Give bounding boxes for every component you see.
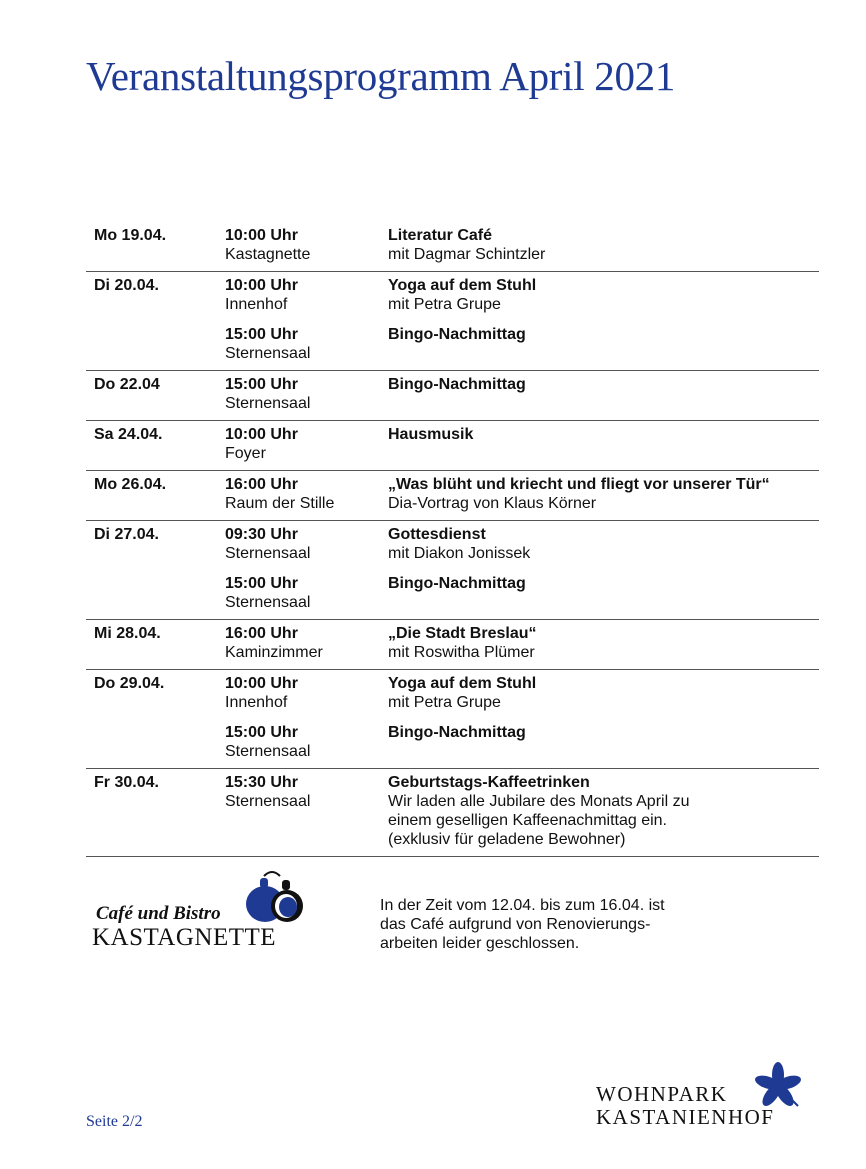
event-info (388, 525, 819, 563)
notice-line: arbeiten leider geschlossen. (380, 935, 580, 952)
event-time-place (225, 574, 388, 612)
event-title: Literatur Café (388, 227, 493, 244)
event-time: 10:00 Uhr (225, 426, 298, 443)
event-info (388, 276, 819, 314)
event-time: 16:00 Uhr (225, 476, 298, 493)
event-date: Fr 30.04. (94, 774, 159, 791)
event-room: Kaminzimmer (225, 644, 323, 661)
cafe-logo (92, 866, 307, 956)
schedule-entry (86, 475, 819, 513)
notice-line: das Café aufgrund von Renovierungs- (380, 916, 651, 933)
schedule-day (86, 272, 819, 371)
event-schedule (86, 222, 819, 857)
cafe-logo-line2: KASTAGNETTE (92, 924, 277, 951)
schedule-day (86, 769, 819, 857)
event-date: Do 22.04 (94, 376, 160, 393)
event-detail: mit Diakon Jonissek (388, 545, 531, 562)
event-time: 15:30 Uhr (225, 774, 298, 791)
event-date: Di 27.04. (94, 526, 159, 543)
event-info (388, 425, 819, 463)
event-title: Bingo-Nachmittag (388, 575, 526, 592)
schedule-entry (86, 375, 819, 413)
schedule-day (86, 521, 819, 620)
event-detail: (exklusiv für geladene Bewohner) (388, 831, 626, 848)
schedule-day (86, 421, 819, 471)
schedule-day (86, 471, 819, 521)
event-title: Yoga auf dem Stuhl (388, 277, 537, 294)
event-info (388, 773, 819, 849)
cafe-logo-line1: Café und Bistro (96, 903, 221, 924)
event-time: 15:00 Uhr (225, 575, 298, 592)
event-detail: mit Petra Grupe (388, 296, 501, 313)
schedule-day (86, 670, 819, 769)
event-room: Sternensaal (225, 793, 311, 810)
event-time: 15:00 Uhr (225, 376, 298, 393)
event-info (388, 226, 819, 264)
event-room: Sternensaal (225, 743, 311, 760)
event-time-place (225, 325, 388, 363)
event-title: „Die Stadt Breslau“ (388, 625, 537, 642)
event-room: Innenhof (225, 296, 288, 313)
event-time: 15:00 Uhr (225, 724, 298, 741)
event-time-place (225, 226, 388, 264)
event-date (86, 574, 225, 612)
event-room: Innenhof (225, 694, 288, 711)
castanets-icon (242, 866, 312, 926)
schedule-day (86, 371, 819, 421)
event-time-place (225, 773, 388, 849)
event-time: 16:00 Uhr (225, 625, 298, 642)
event-room: Sternensaal (225, 345, 311, 362)
event-room: Kastagnette (225, 246, 311, 263)
event-detail: mit Petra Grupe (388, 694, 501, 711)
page-number: Seite 2/2 (86, 1113, 143, 1130)
event-time: 15:00 Uhr (225, 326, 298, 343)
event-info (388, 624, 819, 662)
event-title: Hausmusik (388, 426, 474, 443)
schedule-day (86, 620, 819, 670)
event-time-place (225, 674, 388, 712)
schedule-entry (86, 574, 819, 612)
event-detail: mit Dagmar Schintzler (388, 246, 546, 263)
event-detail: mit Roswitha Plümer (388, 644, 535, 661)
event-time-place (225, 525, 388, 563)
event-room: Sternensaal (225, 545, 311, 562)
event-time: 10:00 Uhr (225, 277, 298, 294)
event-time-place (225, 375, 388, 413)
schedule-entry (86, 226, 819, 264)
event-detail: Wir laden alle Jubilare des Monats April zu (388, 793, 690, 810)
event-detail: einem geselligen Kaffeenachmittag ein. (388, 812, 667, 829)
event-title: „Was blüht und kriecht und fliegt vor unserer Tür“ (388, 476, 770, 493)
event-date (86, 723, 225, 761)
event-title: Bingo-Nachmittag (388, 376, 526, 393)
wohnpark-logo (596, 1062, 811, 1132)
event-title: Bingo-Nachmittag (388, 326, 526, 343)
event-info (388, 723, 819, 761)
page-title: Veranstaltungsprogramm April 2021 (86, 53, 676, 99)
schedule-entry (86, 773, 819, 849)
event-info (388, 375, 819, 413)
schedule-entry (86, 674, 819, 712)
event-info (388, 674, 819, 712)
event-date: Mi 28.04. (94, 625, 161, 642)
notice-line: In der Zeit vom 12.04. bis zum 16.04. ist (380, 897, 665, 914)
event-info (388, 325, 819, 363)
event-room: Sternensaal (225, 594, 311, 611)
event-time-place (225, 723, 388, 761)
event-info (388, 475, 819, 513)
schedule-entry (86, 325, 819, 363)
schedule-day (86, 222, 819, 272)
event-date: Do 29.04. (94, 675, 165, 692)
event-time-place (225, 276, 388, 314)
brand-line2: KASTANIENHOF (596, 1105, 775, 1129)
event-date: Mo 26.04. (94, 476, 167, 493)
event-date: Sa 24.04. (94, 426, 163, 443)
event-info (388, 574, 819, 612)
event-date (86, 325, 225, 363)
closure-notice (380, 896, 710, 953)
event-time-place (225, 475, 388, 513)
schedule-entry (86, 276, 819, 314)
schedule-entry (86, 723, 819, 761)
event-date: Mo 19.04. (94, 227, 167, 244)
event-title: Bingo-Nachmittag (388, 724, 526, 741)
event-time-place (225, 624, 388, 662)
event-title: Yoga auf dem Stuhl (388, 675, 537, 692)
event-title: Gottesdienst (388, 526, 486, 543)
event-date: Di 20.04. (94, 277, 159, 294)
event-room: Sternensaal (225, 395, 311, 412)
event-title: Geburtstags-Kaffeetrinken (388, 774, 590, 791)
event-time: 09:30 Uhr (225, 526, 298, 543)
event-room: Foyer (225, 445, 266, 462)
event-detail: Dia-Vortrag von Klaus Körner (388, 495, 597, 512)
schedule-entry (86, 525, 819, 563)
event-time-place (225, 425, 388, 463)
event-room: Raum der Stille (225, 495, 335, 512)
schedule-entry (86, 624, 819, 662)
brand-line1: WOHNPARK (596, 1082, 728, 1106)
event-time: 10:00 Uhr (225, 227, 298, 244)
schedule-entry (86, 425, 819, 463)
event-time: 10:00 Uhr (225, 675, 298, 692)
